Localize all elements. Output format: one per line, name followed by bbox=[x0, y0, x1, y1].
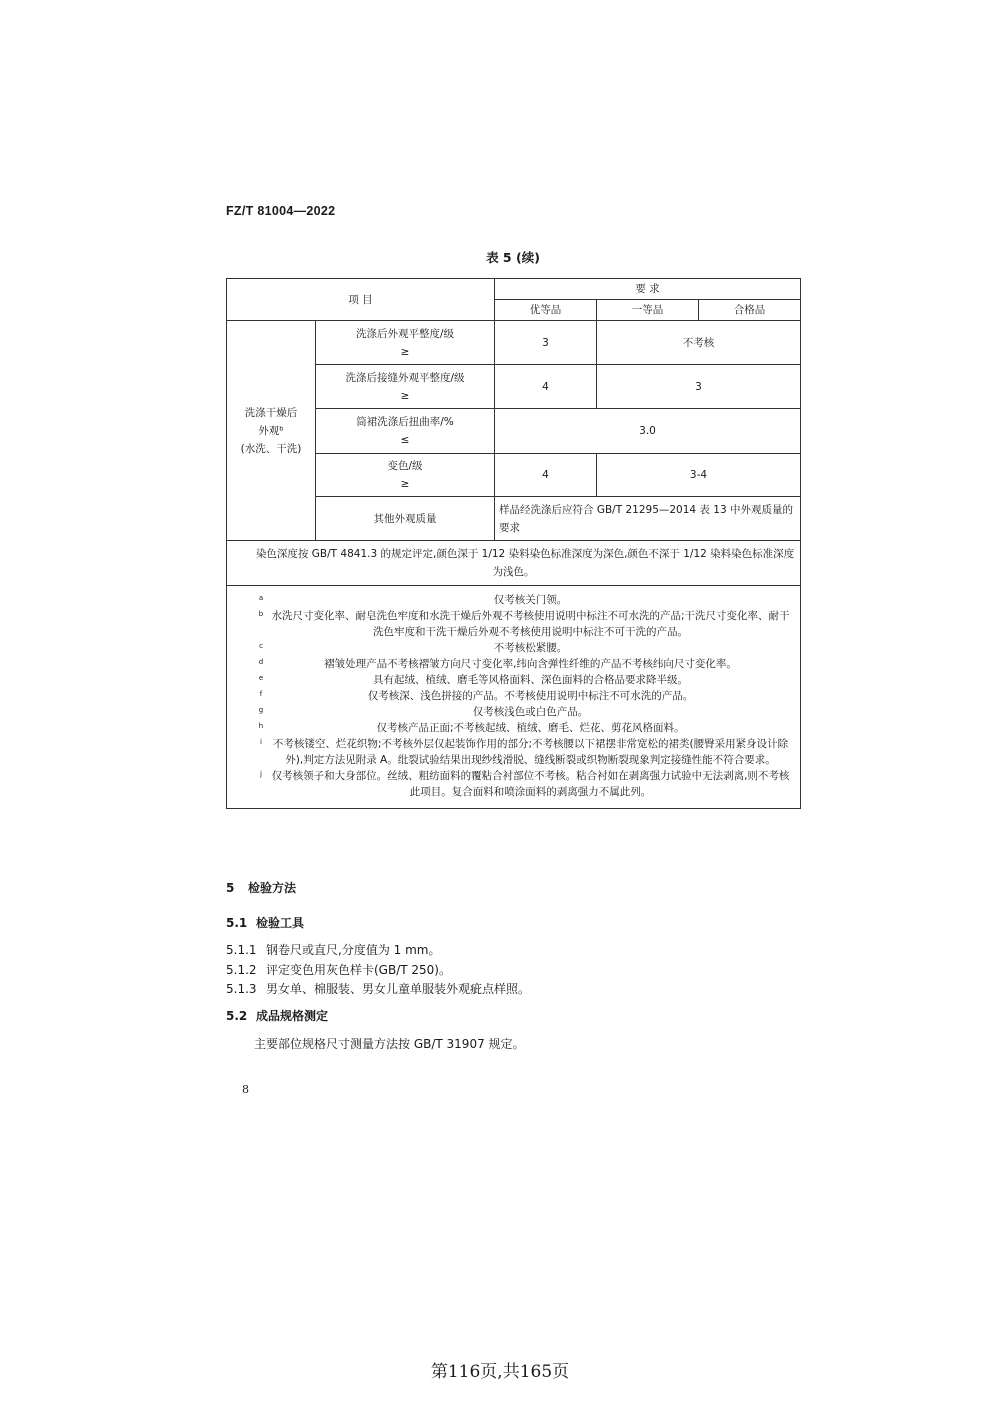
section-title: 检验方法 bbox=[248, 881, 297, 895]
item-operator: ≥ bbox=[400, 478, 410, 490]
page-number: 8 bbox=[242, 1083, 249, 1096]
footnote-mark: f bbox=[259, 690, 263, 698]
footnote-text: 仅考核深、浅色拼接的产品。不考核使用说明中标注不可水洗的产品。 bbox=[367, 690, 694, 702]
grade-premium: 优等品 bbox=[495, 300, 597, 321]
table-row bbox=[227, 321, 801, 365]
footnote bbox=[255, 688, 794, 704]
footnotes-row bbox=[227, 586, 801, 809]
value-cell: 3 bbox=[495, 321, 597, 365]
footnote-text: 具有起绒、植绒、磨毛等风格面料、深色面料的合格品要求降半级。 bbox=[373, 674, 688, 686]
section-number: 5 bbox=[226, 881, 235, 895]
header-item: 项 目 bbox=[227, 279, 495, 321]
footnote-mark: h bbox=[258, 722, 264, 730]
value-cell: 3-4 bbox=[597, 454, 801, 497]
grade-qualified: 合格品 bbox=[699, 300, 801, 321]
standard-id: FZ/T 81004—2022 bbox=[226, 204, 336, 218]
footnote-text: 褶皱处理产品不考核褶皱方向尺寸变化率,纬向含弹性纤维的产品不考核纬向尺寸变化率。 bbox=[324, 658, 737, 670]
section-number: 5.1 bbox=[226, 916, 248, 930]
item-name bbox=[316, 321, 495, 365]
footnote bbox=[255, 672, 794, 688]
clause-5-1-3 bbox=[226, 980, 530, 997]
footnote-text: 仅考核领子和大身部位。丝绒、粗纺面料的覆粘合衬部位不考核。粘合衬如在剥离强力试验中无法剥离,则不考核此项目。复合面料和喷涂面料的剥离强力不属此列。 bbox=[271, 770, 790, 798]
clause-number: 5.1.2 bbox=[226, 963, 257, 977]
group-label-line: 洗涤干燥后 bbox=[244, 406, 298, 419]
footnote bbox=[255, 608, 794, 640]
item-label: 洗涤后外观平整度/级 bbox=[355, 327, 455, 340]
clause-5-1-1 bbox=[226, 941, 440, 958]
footnote-text: 水洗尺寸变化率、耐皂洗色牢度和水洗干燥后外观不考核使用说明中标注不可水洗的产品;干洗尺寸变化率、耐干洗色牢度和干洗干燥后外观不考核使用说明中标注不可干洗的产品。 bbox=[271, 610, 790, 638]
footnote bbox=[255, 704, 794, 720]
footnote-text: 不考核松紧腰。 bbox=[493, 642, 568, 654]
value-cell: 4 bbox=[495, 454, 597, 497]
group-label-line: 外观ᵇ bbox=[258, 424, 284, 437]
footnote bbox=[255, 720, 794, 736]
table-note: 染色深度按 GB/T 4841.3 的规定评定,颜色深于 1/12 染料染色标准深度为深色,颜色不深于 1/12 染料染色标准深度为浅色。 bbox=[227, 541, 801, 586]
footnote-mark: d bbox=[258, 658, 264, 666]
item-name: 其他外观质量 bbox=[316, 497, 495, 541]
grade-first: 一等品 bbox=[597, 300, 699, 321]
group-label-line: (水洗、干洗) bbox=[240, 442, 302, 455]
section-title: 检验工具 bbox=[256, 916, 305, 930]
clause-number: 5.1.3 bbox=[226, 982, 257, 996]
clause-text: 评定变色用灰色样卡(GB/T 250)。 bbox=[266, 963, 451, 977]
item-label: 变色/级 bbox=[387, 460, 423, 472]
footnote-mark: g bbox=[258, 706, 264, 714]
section-5-2-paragraph: 主要部位规格尺寸测量方法按 GB/T 31907 规定。 bbox=[254, 1037, 525, 1051]
item-name bbox=[316, 409, 495, 454]
clause-text: 钢卷尺或直尺,分度值为 1 mm。 bbox=[266, 943, 441, 957]
section-number: 5.2 bbox=[226, 1009, 248, 1023]
footnote-text: 仅考核产品正面;不考核起绒、植绒、磨毛、烂花、剪花风格面料。 bbox=[376, 722, 685, 734]
value-cell: 不考核 bbox=[597, 321, 801, 365]
footnote-text: 不考核镂空、烂花织物;不考核外层仅起装饰作用的部分;不考核腰以下裙摆非常宽松的裙类(腰臀采用紧身设计除外),判定方法见附录 A。纰裂试验结果出现纱线滑脱、缝线断裂或织物断裂现象判定接缝性能不符合要求。 bbox=[272, 738, 789, 766]
section-title: 成品规格测定 bbox=[256, 1009, 329, 1023]
viewer-page-indicator: 第116页,共165页 bbox=[430, 1362, 570, 1382]
section-5-2-heading bbox=[226, 1007, 328, 1024]
value-cell: 3.0 bbox=[495, 409, 801, 454]
footnote-mark: e bbox=[258, 674, 264, 682]
footnote-mark: j bbox=[260, 770, 262, 778]
section-5-1-heading bbox=[226, 914, 304, 931]
footnote-text: 仅考核浅色或白色产品。 bbox=[472, 706, 589, 718]
item-operator: ≤ bbox=[400, 434, 410, 446]
table-note-row bbox=[227, 541, 801, 586]
item-label: 洗涤后接缝外观平整度/级 bbox=[345, 371, 465, 384]
footnotes bbox=[227, 586, 801, 809]
value-cell: 3 bbox=[597, 365, 801, 409]
footnote-mark: c bbox=[259, 642, 263, 650]
footnote bbox=[255, 768, 794, 800]
footnote bbox=[255, 656, 794, 672]
footnote-text: 仅考核关门领。 bbox=[493, 594, 568, 606]
group-label bbox=[227, 321, 316, 541]
section-5-heading bbox=[226, 879, 296, 896]
clause-text: 男女单、棉服装、男女儿童单服装外观疵点样照。 bbox=[266, 982, 531, 996]
footnote bbox=[255, 592, 794, 608]
footnote bbox=[255, 736, 794, 768]
footnote bbox=[255, 640, 794, 656]
footnote-mark: a bbox=[258, 594, 264, 602]
value-cell: 4 bbox=[495, 365, 597, 409]
clause-number: 5.1.1 bbox=[226, 943, 257, 957]
footnote-mark: i bbox=[260, 738, 262, 746]
item-operator: ≥ bbox=[400, 389, 410, 402]
clause-5-1-2 bbox=[226, 961, 451, 978]
value-cell: 样品经洗涤后应符合 GB/T 21295—2014 表 13 中外观质量的要求 bbox=[495, 497, 801, 541]
item-name bbox=[316, 365, 495, 409]
item-operator: ≥ bbox=[400, 345, 410, 358]
header-requirements: 要 求 bbox=[495, 279, 801, 300]
table-caption: 表 5 (续) bbox=[486, 250, 540, 265]
item-label: 筒裙洗涤后扭曲率/% bbox=[356, 416, 454, 428]
item-name bbox=[316, 454, 495, 497]
footnote-mark: b bbox=[258, 610, 264, 618]
requirements-table bbox=[226, 278, 801, 809]
